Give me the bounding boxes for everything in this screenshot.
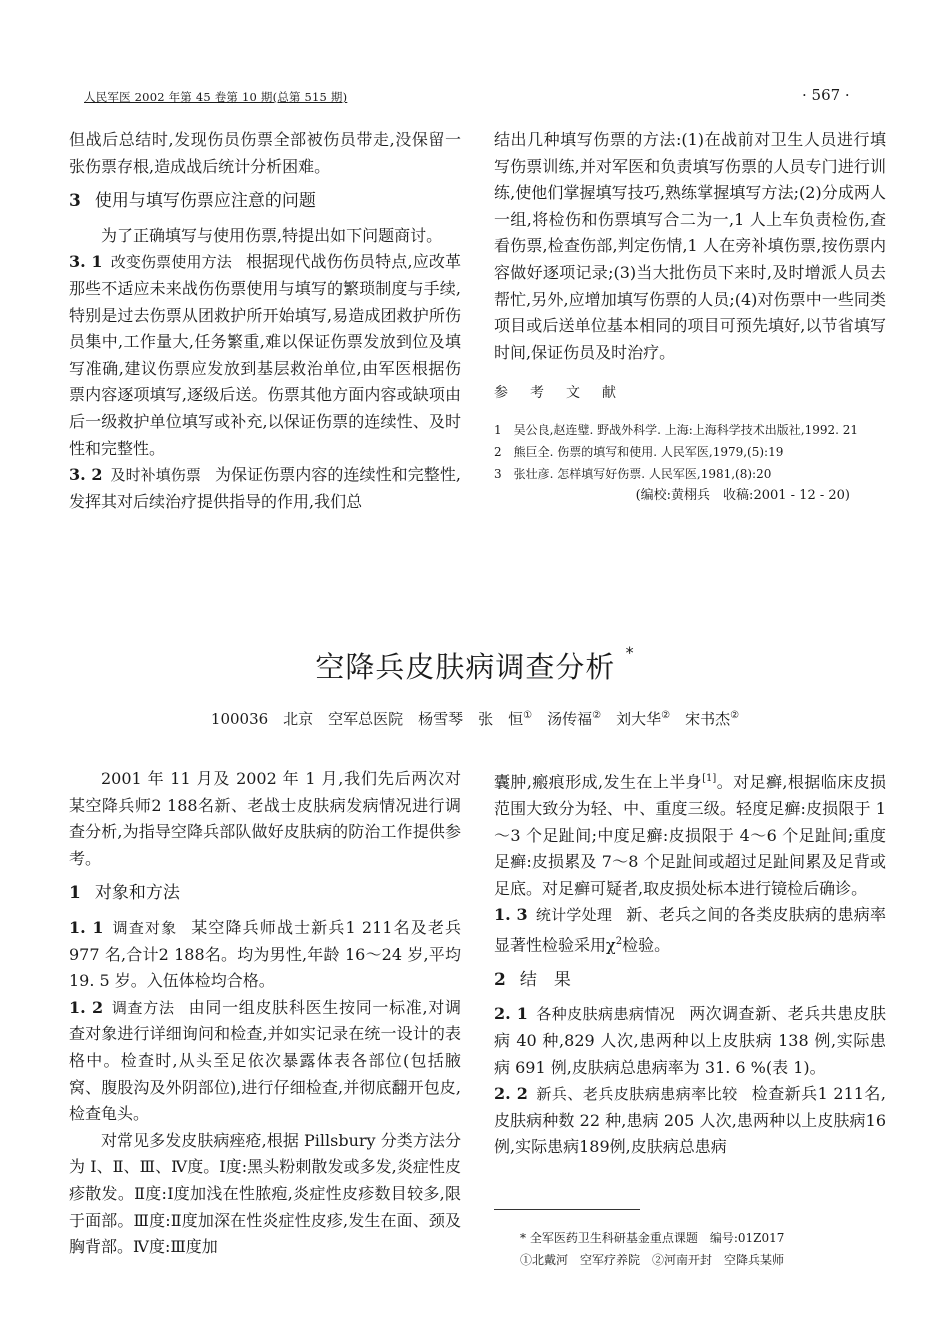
article-right-column — [494, 766, 886, 1161]
subsection-number: 1. 1 — [69, 917, 104, 937]
subsection-title: 统计学处理 — [535, 906, 613, 925]
references-heading: 参考文献 — [494, 385, 638, 402]
author-name: 汤传福 — [532, 710, 593, 728]
section-title: 使用与填写伤票应注意的问题 — [94, 191, 316, 212]
subsection-title: 调查方法 — [111, 998, 175, 1017]
section-heading — [69, 880, 461, 907]
reference-list — [494, 419, 886, 485]
footnote-funding: * 全军医药卫生科研基金重点课题 编号:01Z017 — [520, 1231, 785, 1245]
paragraph: 对常见多发皮肤病痤疮,根据 Pillsbury 分类方法分为 Ⅰ、Ⅱ、Ⅲ、Ⅳ度。Ⅰ度:黑头粉刺散发或多发,炎症性皮疹散发。Ⅱ度:Ⅰ度加浅在性脓疱,炎症性皮疹数目较多,限于面部。Ⅲ度:Ⅱ度加深在性炎症性皮疹,发生在面、颈及胸背部。Ⅳ度:Ⅲ度加 — [69, 1130, 461, 1257]
prev-article-right-column — [494, 127, 886, 507]
section-number: 1 — [69, 883, 81, 904]
reference-item: 2 熊巨全. 伤票的填写和使用. 人民军医,1979,(5):19 — [494, 444, 784, 459]
subsection-title: 各种皮肤病患病情况 — [535, 1005, 676, 1024]
affiliation-mark: ② — [661, 710, 671, 721]
subsection-text: 为保证伤票内容的连续性和完整性,发挥其对后续治疗提供指导的作用,我们总 — [69, 465, 461, 511]
subsection-text: 新、老兵之间的各类皮肤病的患病率显著性检验采用χ — [494, 905, 886, 955]
citation-mark: [1] — [702, 773, 717, 784]
editor-note: (编校:黄栩兵 收稿:2001 - 12 - 20) — [635, 487, 850, 503]
subsection-title: 调查对象 — [111, 918, 178, 937]
section-number: 2 — [494, 969, 506, 990]
subsection — [494, 902, 886, 959]
journal-header: 人民军医 2002 年第 45 卷第 10 期(总第 515 期) — [84, 90, 348, 104]
subsection-text: 检验。 — [622, 935, 671, 955]
subsection — [69, 462, 461, 515]
author-name: 宋书杰 — [670, 710, 731, 728]
prev-article-left-column — [69, 127, 461, 515]
paragraph: 但战后总结时,发现伤员伤票全部被伤员带走,没保留一张伤票存根,造成战后统计分析困难。 — [69, 130, 461, 176]
author-line — [0, 708, 950, 729]
subsection-number: 3. 2 — [69, 465, 103, 485]
footnote-divider — [494, 1209, 640, 1210]
subsection-number: 1. 3 — [494, 905, 528, 925]
section-heading — [69, 188, 461, 215]
subsection-text: 某空降兵师战士新兵1 211名及老兵 977 名,合计2 188名。均为男性,年龄 16～24 岁,平均 19. 5 岁。入伍体检均合格。 — [69, 917, 461, 991]
paragraph-text: 。对足癣,根据临床皮损范围大致分为轻、中、重度三级。轻度足癣:皮损限于 1～3 个足趾间;中度足癣:皮损限于 4～6 个足趾间;重度足癣:皮损累及 7～8 个足趾间或超过足趾间累及足背或足底。对足癣可疑者,取皮损处标本进行镜检后确诊。 — [494, 772, 886, 898]
paragraph-text: 囊肿,瘢痕形成,发生在上半身 — [494, 772, 703, 792]
article-title-text: 空降兵皮肤病调查分析 — [315, 650, 616, 684]
subsection — [69, 995, 461, 1128]
subsection-text: 检查新兵1 211名,皮肤病种数 22 种,患病 205 人次,患两种以上皮肤病16例,实际患病189例,皮肤病总患病 — [494, 1084, 886, 1157]
author-name: 刘大华 — [601, 710, 662, 728]
subsection — [494, 1001, 886, 1081]
section-title: 对象和方法 — [94, 883, 180, 904]
reference-item: 1 吴公良,赵连璧. 野战外科学. 上海:上海科学技术出版社,1992. 21 — [494, 422, 859, 437]
article-title — [0, 645, 950, 686]
footnote-affiliations: ①北戴河 空军疗养院 ②河南开封 空降兵某师 — [520, 1253, 785, 1267]
section-number: 3 — [69, 191, 81, 212]
paragraph: 结出几种填写伤票的方法:(1)在战前对卫生人员进行填写伤票训练,并对军医和负责填写伤票的人员专门进行训练,使他们掌握填写技巧,熟练掌握填写方法;(2)分成两人一组,将检伤和伤票填写合二为一,1 人上车负责检伤,查看伤票,检查伤部,判定伤情,1 人在旁补填伤票,按伤票内容做好逐项记录;(3)当大批伤员下来时,及时增派人员去帮忙,另外,应增加填写伤票的人员;(4)对伤票中一些同类项目或后送单位基本相同的项目可预先填好,以节省填写时间,保证伤员及时治疗。 — [494, 130, 886, 362]
superscript: 2 — [615, 935, 623, 947]
subsection-text: 根据现代战伤伤员特点,应改革那些不适应未来战伤伤票使用与填写的繁琐制度与手续,特别是过去伤票从团救护所开始填写,易造成团救护所伤员集中,工作量大,任务繁重,难以保证伤票发放到位及填写准确,建议伤票应发放到基层救治单位,由军医根据伤票内容逐项填写,逐级后送。伤票其他方面内容或缺项由后一级救护单位填写或补充,以保证伤票的连续性、及时性和完整性。 — [69, 252, 461, 458]
paragraph: 为了正确填写与使用伤票,特提出如下问题商讨。 — [101, 225, 443, 245]
author-affiliation: 100036 北京 空军总医院 杨雪琴 张 恒 — [210, 710, 524, 728]
section-title: 结 果 — [519, 969, 571, 990]
subsection — [69, 915, 461, 995]
subsection-text: 两次调查新、老兵共患皮肤病 40 种,829 人次,患两种以上皮肤病 138 例,实际患病 691 例,皮肤病总患病率为 31. 6 %(表 1)。 — [494, 1004, 886, 1077]
affiliation-mark: ① — [523, 710, 533, 721]
paragraph — [494, 766, 886, 902]
affiliation-mark: ② — [592, 710, 602, 721]
subsection — [69, 249, 461, 462]
subsection — [494, 1081, 886, 1161]
subsection-number: 1. 2 — [69, 997, 104, 1017]
section-heading — [494, 967, 886, 994]
subsection-title: 改变伤票使用方法 — [110, 253, 232, 272]
affiliation-mark: ② — [730, 710, 740, 721]
subsection-number: 2. 2 — [494, 1084, 528, 1104]
subsection-title: 新兵、老兵皮肤病患病率比较 — [535, 1085, 738, 1104]
title-footnote-mark: * — [625, 643, 635, 662]
page-number: · 567 · — [802, 86, 850, 104]
subsection-title: 及时补填伤票 — [110, 466, 201, 485]
article-left-column — [69, 766, 461, 1261]
paragraph: 2001 年 11 月及 2002 年 1 月,我们先后两次对某空降兵师2 188名新、老战士皮肤病发病情况进行调查分析,为指导空降兵部队做好皮肤病的防治工作提供参考。 — [69, 769, 461, 868]
subsection-number: 3. 1 — [69, 252, 103, 272]
subsection-number: 2. 1 — [494, 1004, 528, 1024]
subsection-text: 由同一组皮肤科医生按同一标准,对调查对象进行详细询问和检查,并如实记录在统一设计的表格中。检查时,从头至足依次暴露体表各部位(包括腋窝、腹股沟及外阴部位),进行仔细检查,并彻底翻开包皮,检查龟头。 — [69, 997, 462, 1124]
reference-item: 3 张壮彦. 怎样填写好伤票. 人民军医,1981,(8):20 — [494, 466, 772, 481]
